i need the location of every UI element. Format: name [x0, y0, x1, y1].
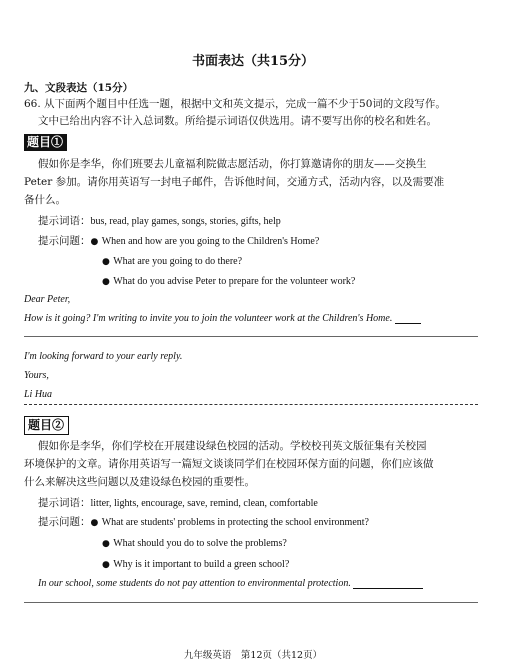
task1-tag: 题目① [24, 134, 67, 151]
bullet-icon: ● [90, 237, 99, 247]
task2-hint-words: litter, lights, encourage, save, remind, clean, comfortable [90, 498, 318, 509]
task1-hint-row [38, 214, 281, 229]
task2-desc-line-2: 环境保护的文章。请你用英语写一篇短文谈谈同学们在校园环保方面的问题，你们应该做 [24, 458, 434, 470]
task1-question-2: What are you going to do there? [113, 256, 243, 267]
task1-hint-label: 提示词语： [38, 215, 91, 227]
section-heading: 九、文段表达（15分） [24, 82, 134, 94]
page-footer: 九年级英语 第12页（共12页） [183, 650, 323, 661]
answer-blank[interactable] [395, 313, 421, 324]
task1-closing-1: I'm looking forward to your early reply. [24, 351, 183, 362]
bullet-icon: ● [102, 277, 110, 287]
task1-question-1: When and how are you going to the Children's Home? [101, 236, 320, 247]
task1-hint-words: bus, read, play games, songs, stories, gifts, help [90, 216, 281, 227]
task2-question-3: Why is it important to build a green school? [113, 559, 290, 570]
task1-desc-line-2: Peter 参加。请你用英语写一封电子邮件，告诉他时间，交通方式，活动内容，以及需要准 [24, 176, 445, 188]
task1-question-row-1 [38, 234, 319, 249]
task1-question-label: 提示问题： [38, 235, 91, 247]
task2-question-1: What are students' problems in protecting the school environment? [101, 517, 369, 528]
task1-desc-line-3: 备什么。 [24, 194, 66, 206]
task2-opening [38, 578, 423, 589]
task1-closing-2: Yours, [24, 370, 49, 381]
answer-line[interactable] [24, 602, 478, 603]
instruction-line-1: 66. 从下面两个题目中任选一题，根据中文和英文提示，完成一篇不少于50词的文段写作。 [24, 98, 446, 110]
task1-opening-text: How is it going? I'm writing to invite you to join the volunteer work at the Children's Home. [24, 313, 393, 324]
task2-opening-text: In our school, some students do not pay attention to environmental protection. [38, 578, 351, 589]
bullet-icon: ● [90, 518, 99, 528]
section-divider [24, 404, 478, 405]
task1-question-row-2 [102, 254, 242, 269]
task2-question-2: What should you do to solve the problems? [113, 538, 287, 549]
task1-question-row-3 [102, 274, 355, 289]
bullet-icon: ● [102, 539, 110, 549]
bullet-icon: ● [102, 560, 110, 570]
task1-opening [24, 313, 421, 324]
answer-blank[interactable] [353, 578, 423, 589]
task2-question-row-1 [38, 515, 369, 530]
task2-tag: 题目② [24, 416, 69, 435]
bullet-icon: ● [102, 257, 110, 267]
task2-hint-label: 提示词语： [38, 497, 91, 509]
task1-desc-line-1: 假如你是李华，你们班要去儿童福利院做志愿活动，你打算邀请你的朋友——交换生 [38, 158, 427, 170]
task2-question-label: 提示问题： [38, 516, 91, 528]
task2-hint-row [38, 496, 318, 511]
page-title: 书面表达（共15分） [191, 54, 315, 69]
instruction-line-2: 文中已给出内容不计入总词数。所给提示词语仅供选用。请不要写出你的校名和姓名。 [38, 115, 437, 127]
task2-question-row-3 [102, 557, 289, 572]
task2-desc-line-3: 什么来解决这些问题以及建设绿色校园的重要性。 [24, 476, 255, 488]
task1-signature: Li Hua [24, 389, 53, 400]
answer-line[interactable] [24, 336, 478, 337]
task1-question-3: What do you advise Peter to prepare for the volunteer work? [113, 276, 356, 287]
task2-desc-line-1: 假如你是李华，你们学校在开展建设绿色校园的活动。学校校刊英文版征集有关校园 [38, 440, 427, 452]
task1-salutation: Dear Peter, [24, 294, 71, 305]
task2-question-row-2 [102, 536, 287, 551]
